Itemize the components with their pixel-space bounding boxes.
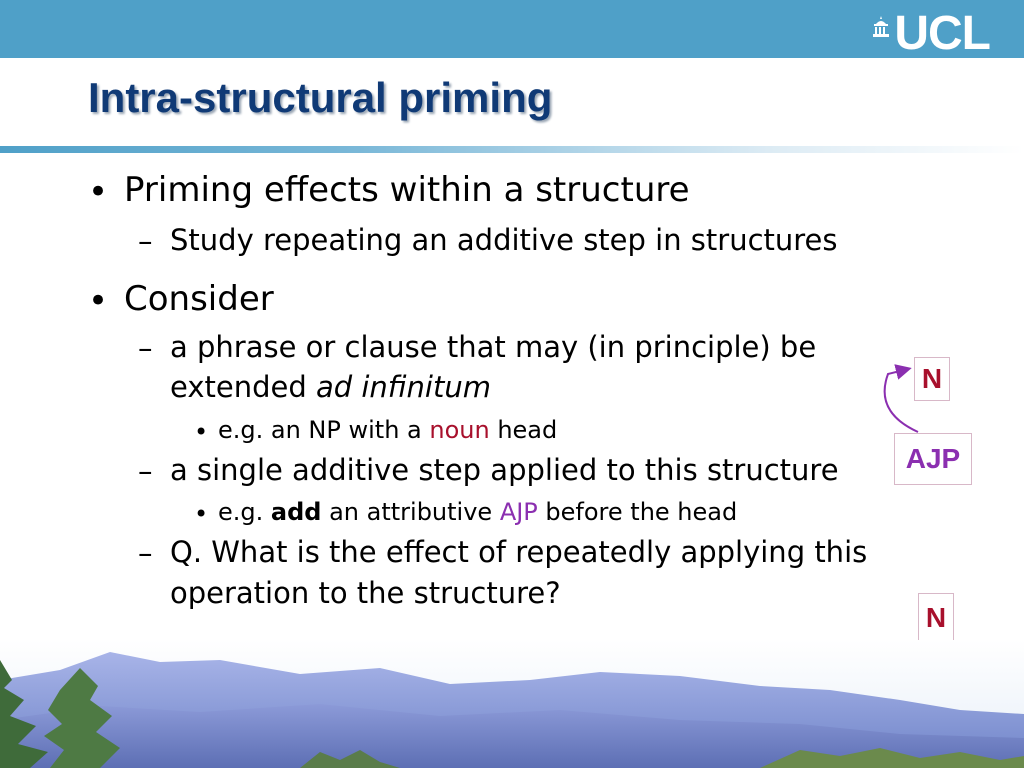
dash-marker: – [138,331,153,365]
bullet-consider: Consider [124,279,274,319]
dash-marker: – [138,454,153,488]
sub-bullet-question-line2: operation to the structure? [170,576,561,610]
arrow-icon [870,360,930,440]
example-prefix: e.g. [218,498,271,526]
small-bullet-marker: • [194,500,209,528]
noun-highlight: noun [429,416,490,444]
bullet-marker: • [88,281,109,321]
small-bullet-marker: • [194,418,209,446]
ad-infinitum-text: ad infinitum [315,370,491,404]
example-np-noun [218,416,557,444]
logo-text: UCL [894,7,990,60]
example-mid: an attributive [321,498,500,526]
bullet-priming-effects: Priming effects within a structure [124,170,690,210]
add-bold-text: add [270,498,322,526]
sub-bullet-study: Study repeating an additive step in structures [170,223,838,257]
sub-bullet-phrase-line2 [170,370,491,404]
node-n-top: N [914,357,950,401]
dash-marker: – [138,536,153,570]
bullet-marker: • [88,172,109,212]
mountain-landscape [0,640,1024,768]
ajp-highlight: AJP [499,498,538,526]
dash-marker: – [138,224,153,258]
sub-bullet-phrase-line1: a phrase or clause that may (in principle) be [170,330,817,364]
phrase-extended-text: extended [170,370,316,404]
example-suffix: before the head [537,498,738,526]
node-ajp: AJP [894,433,972,485]
slide-title: Intra-structural priming [88,74,553,121]
example-suffix: head [489,416,558,444]
example-add-ajp [218,498,737,526]
node-n-bottom: N [918,593,954,643]
sub-bullet-question-line1: Q. What is the effect of repeatedly applying this [170,535,868,569]
example-prefix: e.g. an NP with a [218,416,430,444]
sub-bullet-single-step: a single additive step applied to this structure [170,453,839,487]
